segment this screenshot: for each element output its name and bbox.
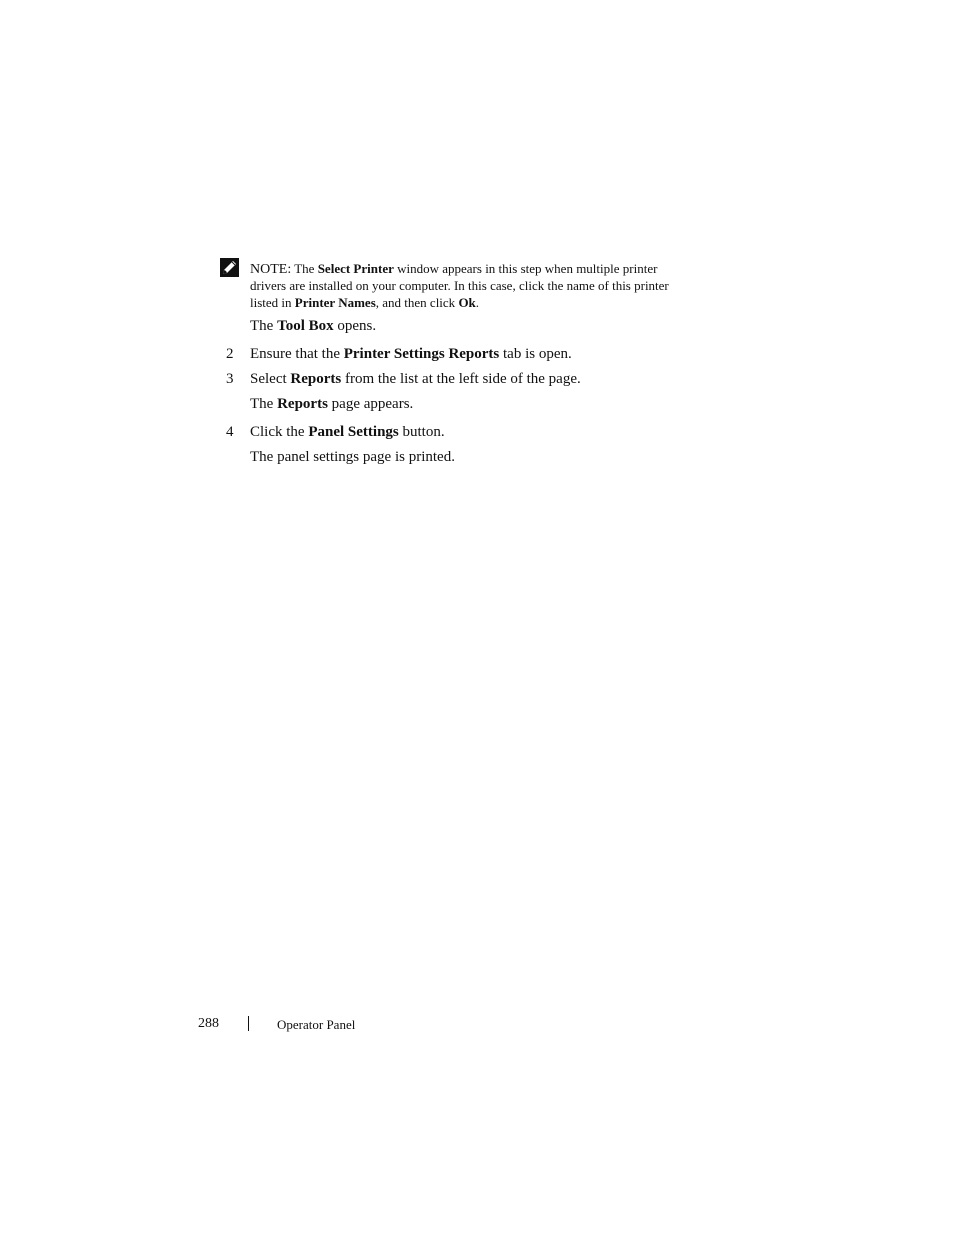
note-text: listed in: [250, 295, 295, 310]
step-text: from the list at the left side of the page.: [341, 371, 581, 387]
step-text: Ensure that the: [250, 346, 344, 362]
result-text: The: [250, 396, 278, 412]
step-4-result: The panel settings page is printed.: [250, 449, 455, 465]
note-text: The: [294, 261, 318, 276]
step-number: 2: [226, 346, 234, 362]
step-number: 4: [226, 424, 234, 440]
note-emphasis: Ok: [458, 295, 476, 310]
step-text: tab is open.: [499, 346, 572, 362]
note-emphasis: Select Printer: [317, 261, 394, 276]
step-emphasis: Panel Settings: [308, 424, 399, 440]
step-emphasis: Printer Settings Reports: [343, 346, 500, 362]
result-emphasis: Tool Box: [277, 318, 334, 334]
note-text: , and then click: [375, 295, 459, 310]
step-emphasis: Reports: [290, 371, 342, 387]
step-text: Click the: [250, 424, 309, 440]
step-number: 3: [226, 371, 234, 387]
step-3-result: [250, 395, 413, 413]
note-text: window appears in this step when multiple printer: [393, 261, 658, 276]
result-text: page appears.: [327, 396, 414, 412]
note-label: NOTE:: [250, 262, 292, 277]
note-text: .: [475, 295, 480, 310]
note-line-2: drivers are installed on your computer. In this case, click the name of this printer: [250, 278, 669, 293]
page-number: 288: [198, 1016, 219, 1031]
footer-section-title: Operator Panel: [277, 1017, 356, 1032]
step-4-text: [250, 423, 445, 441]
result-text: The: [250, 318, 278, 334]
note-emphasis: Printer Names: [294, 295, 376, 310]
step-text: Select: [250, 371, 291, 387]
step-3-text: [250, 370, 581, 388]
footer-divider: [248, 1016, 249, 1031]
result-text: opens.: [333, 318, 377, 334]
note-line-3: [250, 294, 479, 311]
result-emphasis: Reports: [277, 396, 328, 412]
step-text: button.: [398, 424, 445, 440]
note-pencil-icon: [220, 258, 239, 277]
step-2-text: [250, 345, 572, 363]
toolbox-result: [250, 317, 376, 335]
note-line-1: [250, 260, 657, 278]
